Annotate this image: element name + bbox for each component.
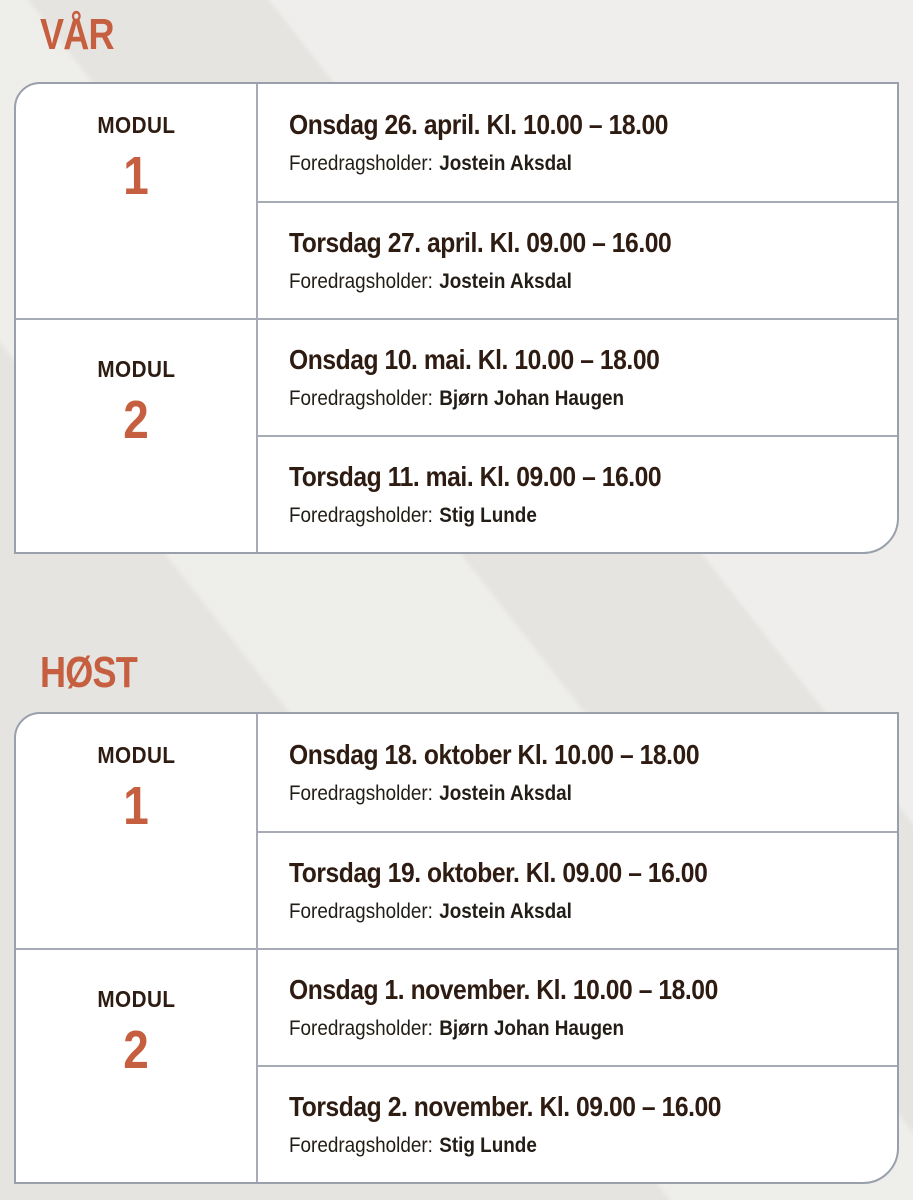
session-speaker: [289, 504, 827, 528]
speaker-name: Jostein Aksdal: [439, 900, 572, 923]
speaker-label: Foredragsholder:: [289, 782, 433, 805]
session-speaker: [289, 782, 827, 806]
session-cell: [258, 831, 897, 948]
speaker-label: Foredragsholder:: [289, 1134, 433, 1157]
session-speaker: [289, 1134, 827, 1158]
module-cell-host-1: [16, 714, 258, 948]
session-cell: [258, 84, 897, 201]
speaker-label: Foredragsholder:: [289, 1017, 433, 1040]
speaker-name: Bjørn Johan Haugen: [439, 1017, 625, 1040]
session-cell: [258, 435, 897, 552]
session-datetime: Onsdag 18. oktober Kl. 10.00 – 18.00: [289, 739, 700, 770]
speaker-name: Jostein Aksdal: [439, 152, 572, 175]
speaker-label: Foredragsholder:: [289, 504, 433, 527]
session-datetime: Torsdag 2. november. Kl. 09.00 – 16.00: [289, 1091, 722, 1122]
module-cell-var-2: [16, 318, 258, 552]
session-datetime: Torsdag 27. april. Kl. 09.00 – 16.00: [289, 227, 672, 258]
speaker-name: Jostein Aksdal: [439, 782, 572, 805]
session-datetime: Onsdag 26. april. Kl. 10.00 – 18.00: [289, 109, 669, 140]
session-cell: [258, 1065, 897, 1182]
session-speaker: [289, 900, 827, 924]
module-label: MODUL: [96, 356, 176, 382]
session-datetime: Onsdag 10. mai. Kl. 10.00 – 18.00: [289, 344, 660, 375]
speaker-name: Bjørn Johan Haugen: [439, 387, 625, 410]
session-datetime: Onsdag 1. november. Kl. 10.00 – 18.00: [289, 974, 718, 1005]
module-number: 2: [123, 390, 149, 450]
session-datetime: Torsdag 19. oktober. Kl. 09.00 – 16.00: [289, 857, 708, 888]
speaker-name: Jostein Aksdal: [439, 270, 572, 293]
session-datetime: Torsdag 11. mai. Kl. 09.00 – 16.00: [289, 461, 662, 492]
module-number: 1: [123, 776, 149, 836]
speaker-label: Foredragsholder:: [289, 900, 433, 923]
session-speaker: [289, 270, 827, 294]
module-label: MODUL: [96, 742, 176, 768]
module-label: MODUL: [96, 986, 176, 1012]
speaker-label: Foredragsholder:: [289, 270, 433, 293]
session-cell: [258, 318, 897, 435]
session-cell: [258, 948, 897, 1065]
schedule-table-var: [14, 82, 899, 554]
session-cell: [258, 714, 897, 831]
session-speaker: [289, 1017, 827, 1041]
season-title-host: HØST: [40, 648, 137, 697]
session-cell: [258, 201, 897, 318]
speaker-name: Stig Lunde: [439, 504, 537, 527]
module-cell-host-2: [16, 948, 258, 1182]
module-cell-var-1: [16, 84, 258, 318]
module-number: 2: [123, 1020, 149, 1080]
speaker-label: Foredragsholder:: [289, 152, 433, 175]
session-speaker: [289, 387, 827, 411]
session-speaker: [289, 152, 827, 176]
season-title-var: VÅR: [40, 10, 114, 59]
module-number: 1: [123, 146, 149, 206]
speaker-label: Foredragsholder:: [289, 387, 433, 410]
speaker-name: Stig Lunde: [439, 1134, 537, 1157]
module-label: MODUL: [96, 112, 176, 138]
schedule-table-host: [14, 712, 899, 1184]
